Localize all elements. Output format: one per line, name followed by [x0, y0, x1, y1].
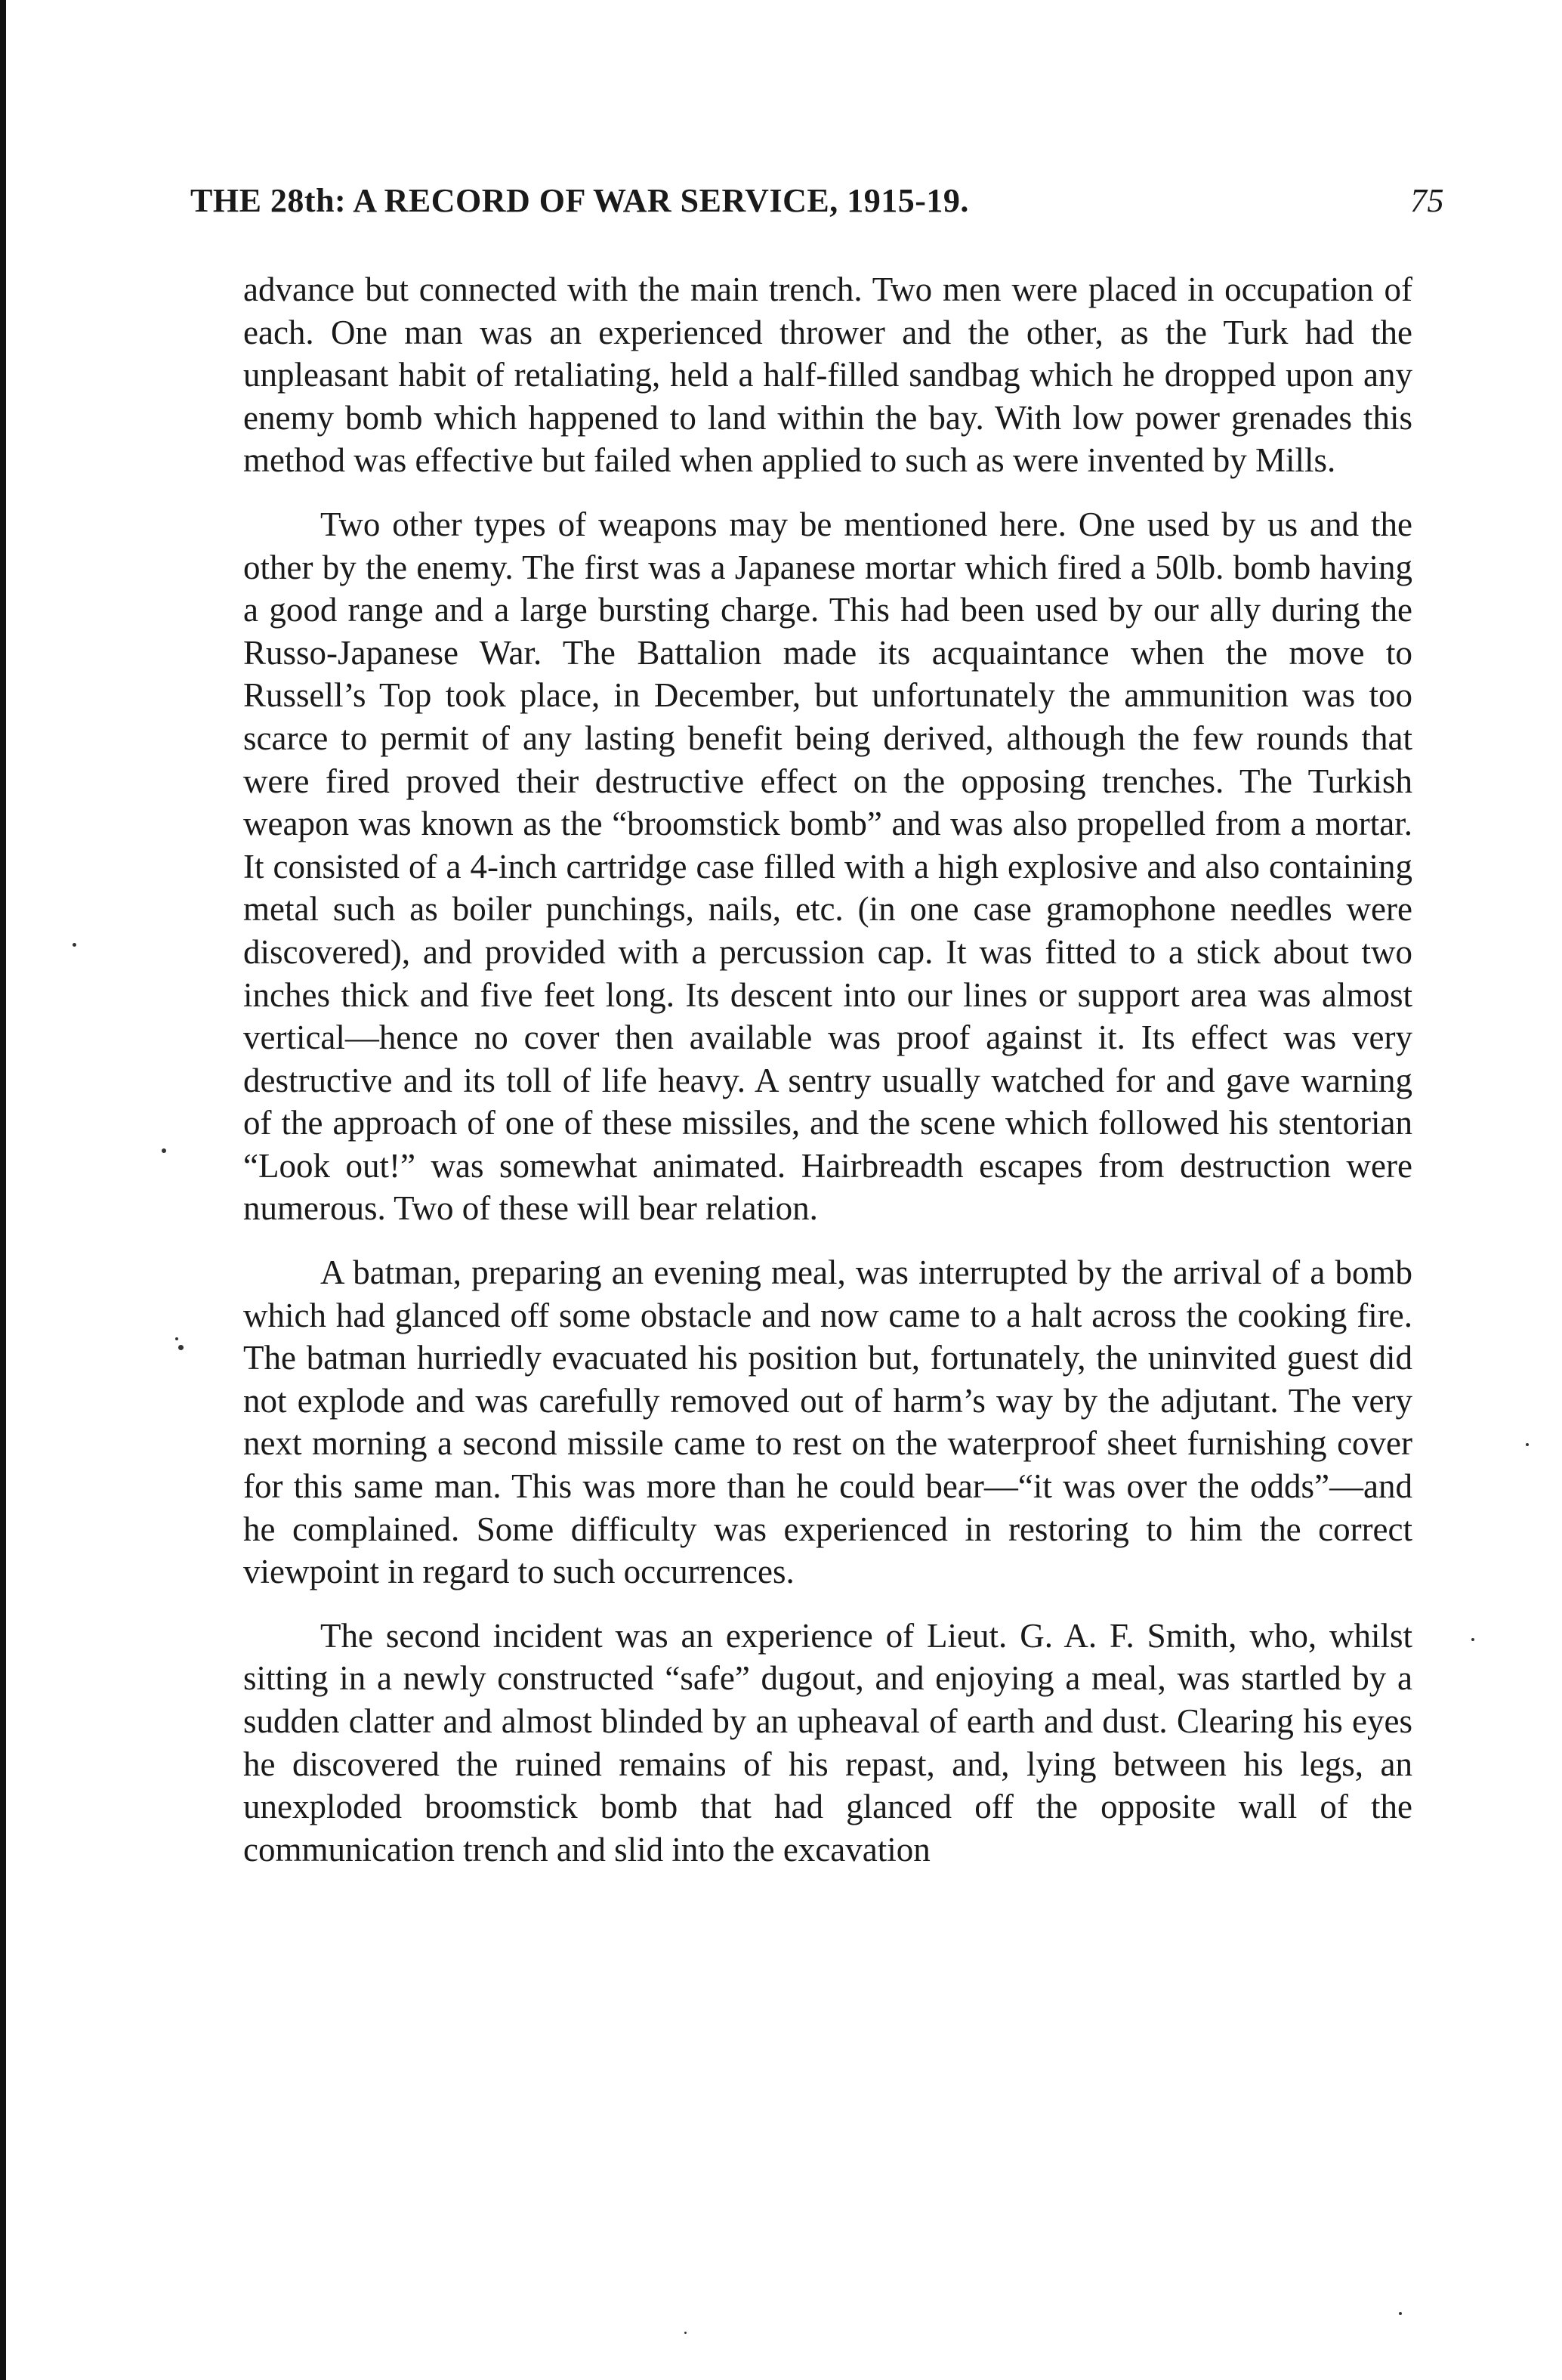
- page-number: 75: [1410, 182, 1444, 219]
- paragraph-continued: advance but connected with the main trench. Two men were placed in occupation of each. One man was an experienced thrower and the other, as the Turk had the unpleasant habit of retaliating, held a half-filled sandbag which he dropped upon any enemy bomb which happened to land within the bay. With low power grenades this method was effective but failed when applied to such as were invented by Mills.: [243, 270, 1412, 480]
- scan-speck: [1471, 1638, 1474, 1641]
- paragraph-batman: A batman, preparing an evening meal, was interrupted by the arrival of a bomb which had glanced off some obstacle and now came to a halt across the cooking fire. The batman hurriedly evacuated his position but, fortunately, the uninvited guest did not explode and was carefully removed out of harm’s way by the adjutant. The very next morning a second missile came to rest on the waterproof sheet furnishing cover for this same man. This was more than he could bear—“it was over the odds”—and he complained. Some difficulty was experienced in restoring to him the correct viewpoint in regard to such occurrences.: [243, 1253, 1412, 1591]
- scan-speck: [1526, 1443, 1529, 1446]
- paragraph-weapons: Two other types of weapons may be mentioned here. One used by us and the other by the enemy. The first was a Japanese mortar which fired a 50lb. bomb having a good range and a large bursting charge. This had been used by our ally during the Russo-Japanese War. The Battalion made its acquaintance when the move to Russell’s Top took place, in December, but unfortunately the ammunition was too scarce to permit of any lasting benefit being derived, although the few rounds that were fired proved their destructive effect on the opposing trenches. The Turkish weapon was known as the “broomstick bomb” and was also propelled from a mortar. It consisted of a 4-inch cartridge case filled with a high explosive and also containing metal such as boiler punchings, nails, etc. (in one case gramophone needles were discovered), and provided with a percussion cap. It was fitted to a stick about two inches thick and five feet long. Its descent into our lines or support area was almost vertical—hence no cover then available was proof against it. Its effect was very destructive and its toll of life heavy. A sentry usually watched for and gave warning of the approach of one of these missiles, and the scene which followed his stentorian “Look out!” was somewhat animated. Hairbreadth escapes from destruction were numerous. Two of these will bear relation.: [243, 505, 1412, 1228]
- body-text: [243, 268, 1412, 1892]
- paragraph-smith: The second incident was an experience of Lieut. G. A. F. Smith, who, whilst sitting in a newly constructed “safe” dugout, and enjoying a meal, was startled by a sudden clatter and almost blinded by an upheaval of earth and dust. Clearing his eyes he discovered the ruined remains of his repast, and, lying between his legs, an unexploded broomstick bomb that had glanced off the opposite wall of the communication trench and slid into the excavation: [243, 1616, 1412, 1868]
- scan-speck: [178, 1345, 184, 1350]
- scan-speck: [1399, 2312, 1402, 2315]
- scan-speck: [175, 1337, 178, 1340]
- scan-speck: [684, 2332, 687, 2334]
- running-head: [190, 181, 1444, 227]
- scan-speck: [73, 943, 76, 947]
- scan-speck: [162, 1148, 166, 1153]
- running-title: THE 28th: A RECORD OF WAR SERVICE, 1915-19.: [190, 182, 969, 219]
- page-edge: [0, 0, 6, 2380]
